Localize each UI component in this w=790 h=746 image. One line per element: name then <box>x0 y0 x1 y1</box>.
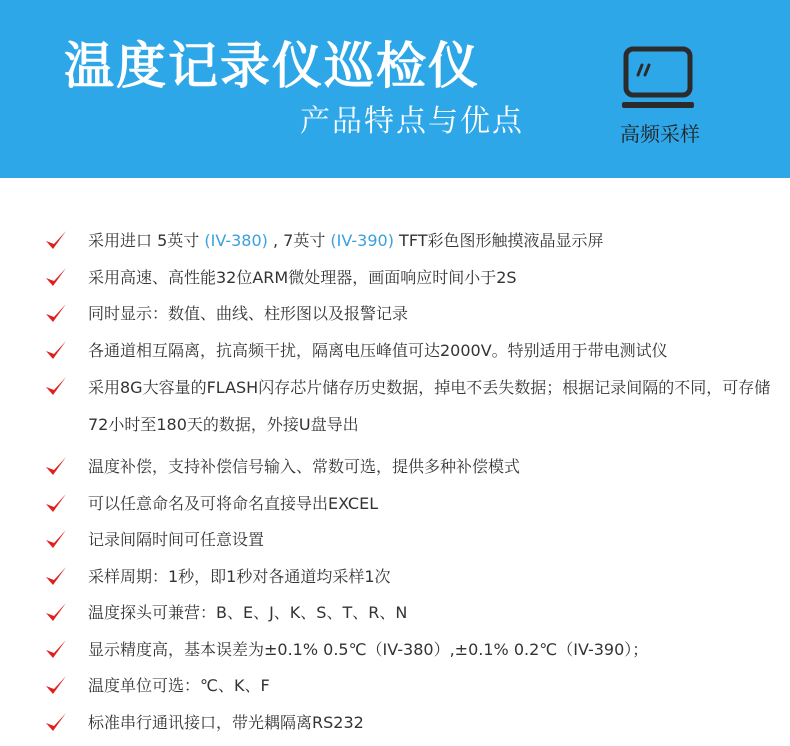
feature-text: 采用高速、高性能32位ARM微处理器，画面响应时间小于2S <box>88 267 517 287</box>
feature-item <box>44 564 774 590</box>
high-frequency-sampling-label: 高频采样 <box>620 122 700 146</box>
feature-text: 温度单位可选：℃、K、F <box>88 676 270 695</box>
check-icon <box>44 375 68 399</box>
feature-item <box>44 454 774 480</box>
feature-text: 采用进口 5英寸 (IV-380) , 7英寸 (IV-390) TFT彩色图形触摸液晶显示屏 <box>88 231 604 250</box>
feature-text: 记录间隔时间可任意设置 <box>88 530 265 549</box>
header-banner <box>0 0 790 178</box>
check-icon <box>44 455 68 479</box>
feature-item <box>44 491 774 517</box>
feature-list <box>44 228 774 746</box>
feature-text: 温度探头可兼营：B、E、J、K、S、T、R、N <box>88 603 408 622</box>
feature-text: 标准串行通讯接口，带光耦隔离RS232 <box>88 712 364 732</box>
monitor-icon <box>622 45 694 111</box>
feature-item <box>44 265 774 291</box>
feature-item <box>44 637 774 663</box>
check-icon <box>44 528 68 552</box>
feature-item <box>44 301 774 327</box>
check-icon <box>44 638 68 662</box>
feature-text: 温度补偿，支持补偿信号输入、常数可选，提供多种补偿模式 <box>88 457 521 476</box>
check-icon <box>44 565 68 589</box>
check-icon <box>44 339 68 363</box>
feature-text: 可以任意命名及可将命名直接导出EXCEL <box>88 493 379 513</box>
feature-item <box>44 710 774 736</box>
feature-text: 显示精度高，基本误差为±0.1% 0.5℃（IV-380）,±0.1% 0.2℃（IV-390）； <box>88 639 649 659</box>
check-icon <box>44 302 68 326</box>
check-icon <box>44 492 68 516</box>
feature-item <box>44 527 774 553</box>
page-subtitle: 产品特点与优点 <box>300 104 524 139</box>
feature-item <box>44 374 774 443</box>
check-icon <box>44 601 68 625</box>
check-icon <box>44 674 68 698</box>
feature-item <box>44 673 774 699</box>
feature-item <box>44 338 774 364</box>
feature-text: 各通道相互隔离，抗高频干扰，隔离电压峰值可达2000V。特别适用于带电测试仪 <box>88 340 668 360</box>
check-icon <box>44 229 68 253</box>
feature-text: 采用8G大容量的FLASH闪存芯片储存历史数据，掉电不丢失数据；根据记录间隔的不同，可存储72小时至180天的数据，外接U盘导出 <box>88 378 771 434</box>
feature-item <box>44 228 774 254</box>
check-icon <box>44 711 68 735</box>
feature-text: 同时显示：数值、曲线、柱形图以及报警记录 <box>88 304 409 323</box>
check-icon <box>44 266 68 290</box>
feature-item <box>44 600 774 626</box>
feature-text: 采样周期：1秒，即1秒对各通道均采样1次 <box>88 566 391 586</box>
page-title: 温度记录仪巡检仪 <box>64 37 480 95</box>
